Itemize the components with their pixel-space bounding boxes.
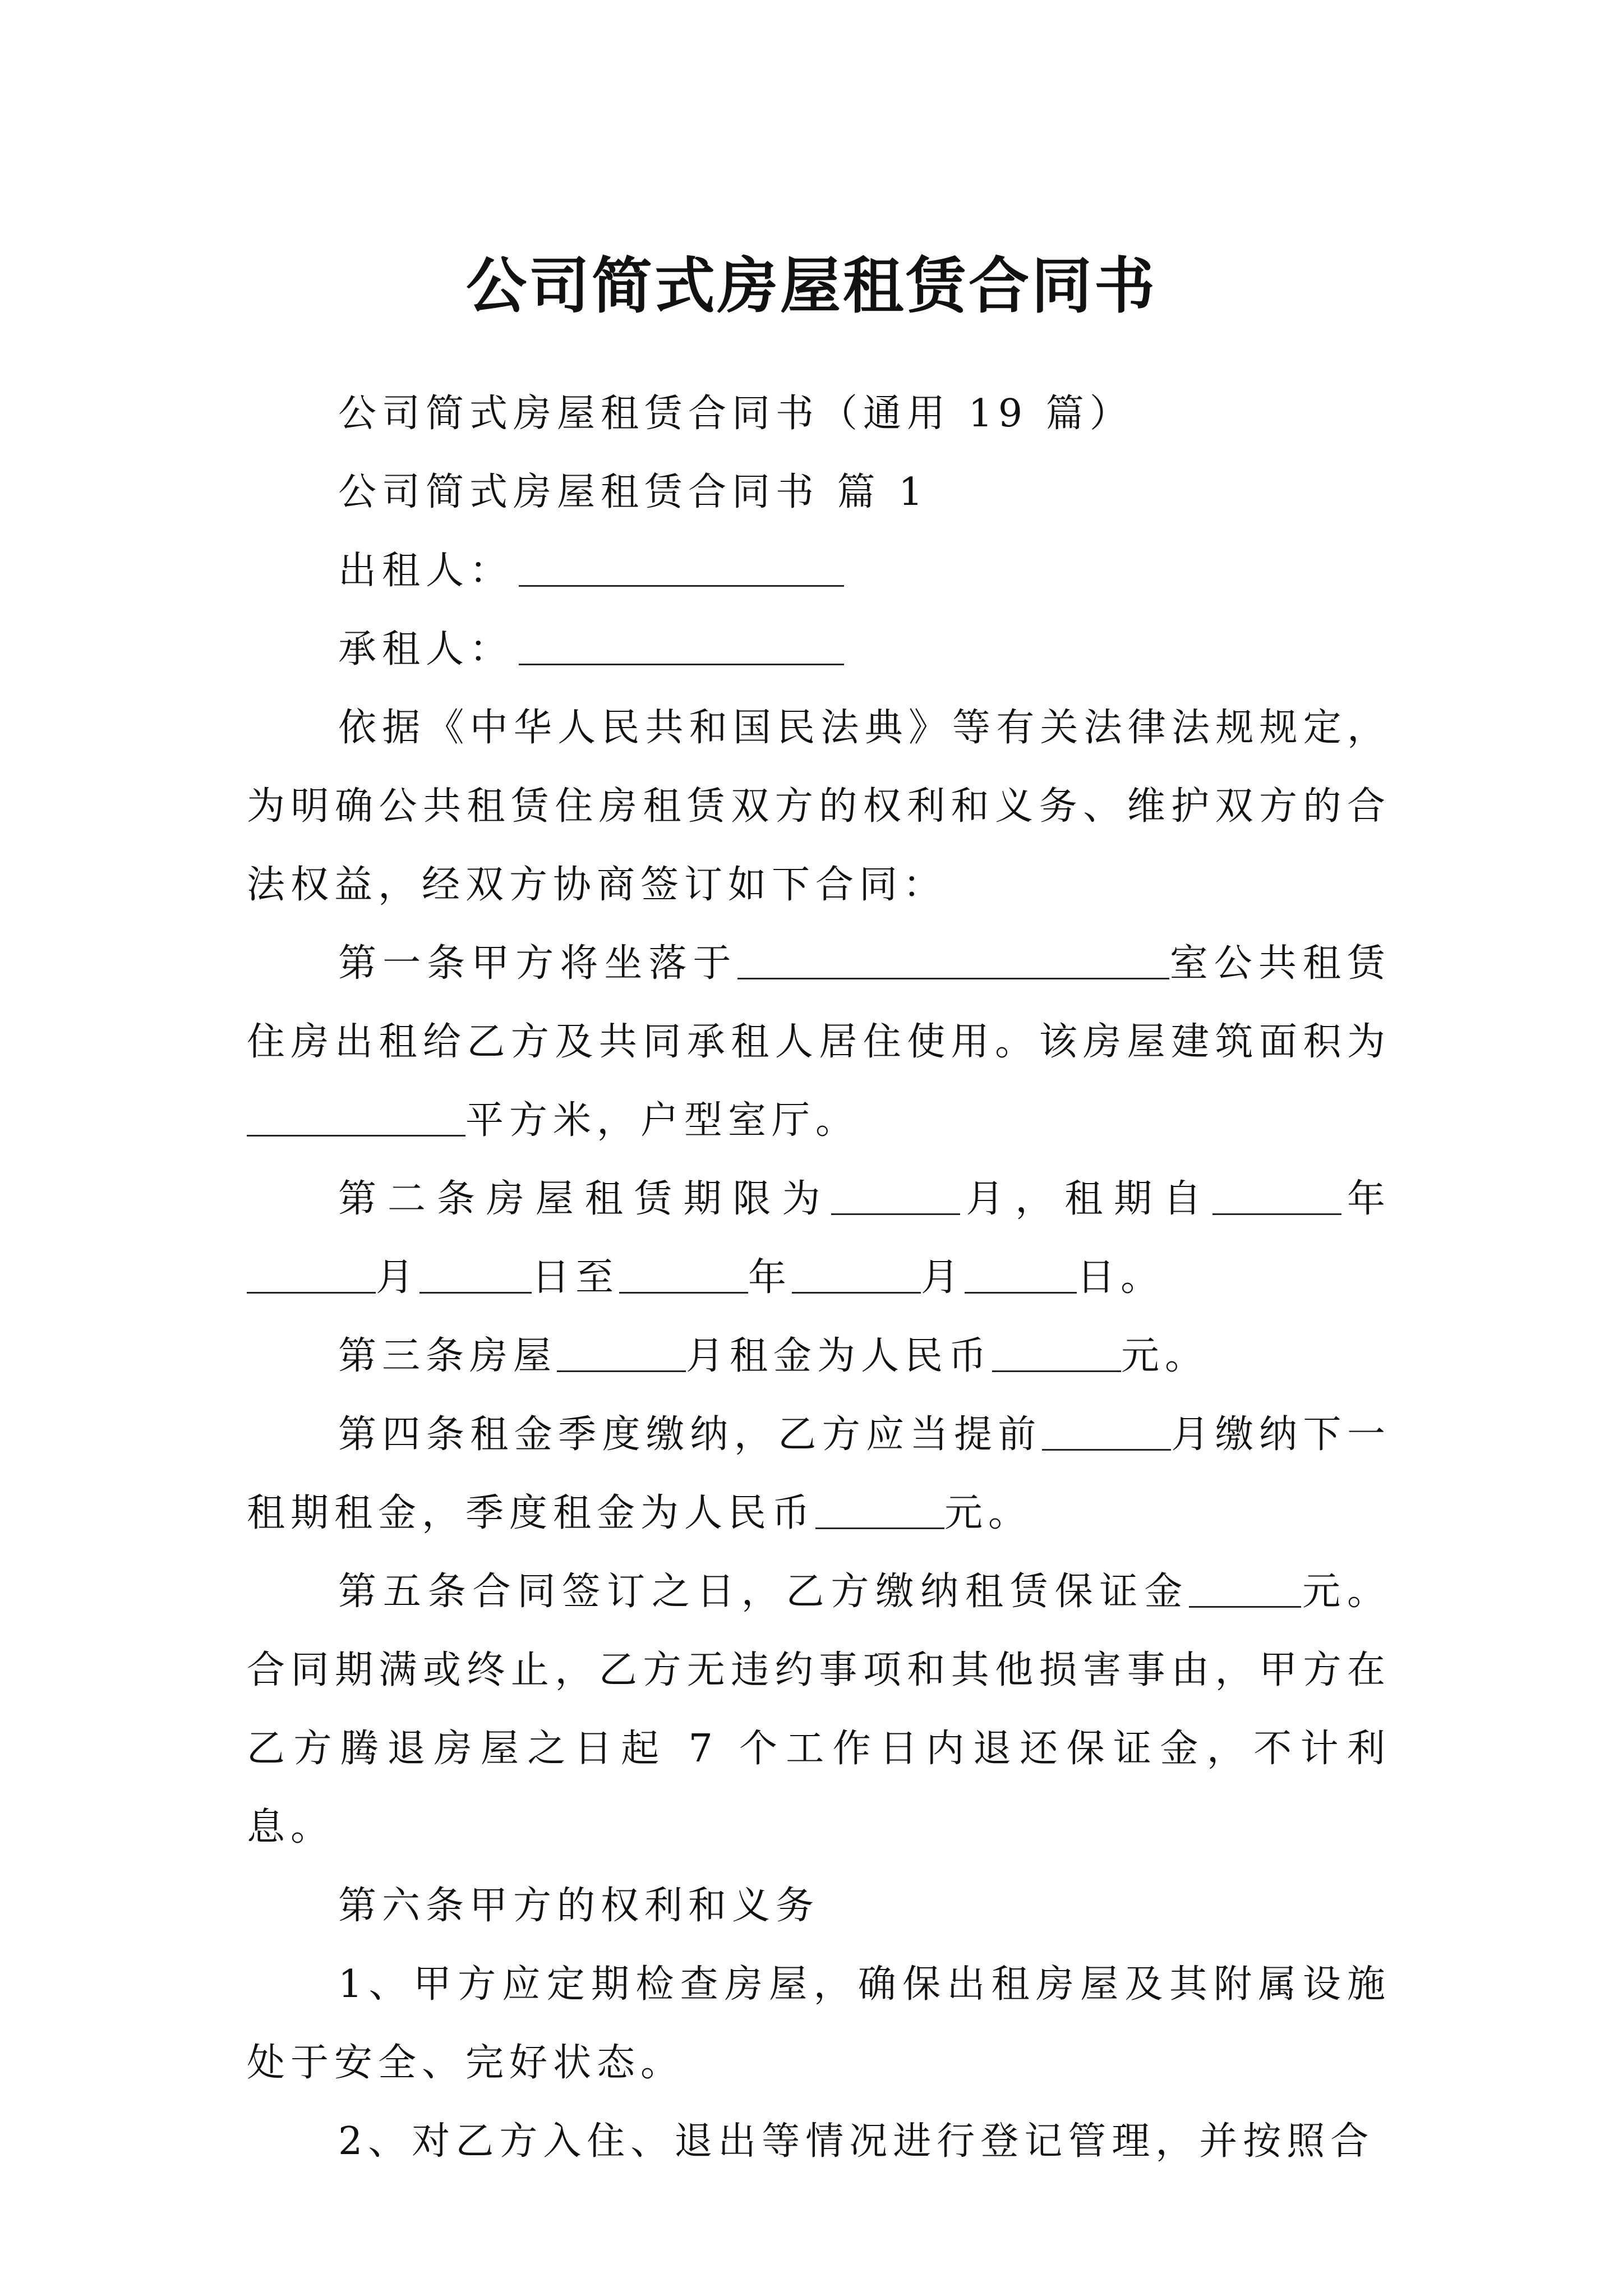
article3-text-b: 月租金为人民币 <box>686 1334 993 1378</box>
lessee-label: 承租人： <box>338 627 514 671</box>
document-title: 公司简式房屋租赁合同书 <box>465 251 1157 322</box>
article-6-item-2: 2、对乙方入住、退出等情况进行登记管理，并按照合 <box>338 2119 1375 2164</box>
article-1 <box>247 924 1391 1160</box>
article-5 <box>247 1553 1391 1867</box>
article2-text-g: 月 <box>921 1255 965 1300</box>
advance-months-blank <box>1042 1413 1171 1451</box>
preamble-paragraph: 依据《中华人民共和国民法典》等有关法律法规规定，为明确公共租赁住房租赁双方的权利和义务、维护双方的合法权益，经双方协商签订如下合同： <box>247 706 1391 907</box>
start-month-blank <box>247 1256 376 1294</box>
article2-text-f: 年 <box>748 1255 792 1300</box>
document-subtitle: 公司简式房屋租赁合同书（通用 19 篇） <box>338 392 1133 436</box>
article2-text-c: 年 <box>1341 1177 1391 1221</box>
article-6-heading: 第六条甲方的权利和义务 <box>338 1884 820 1928</box>
article-3 <box>247 1317 1391 1396</box>
monthly-rent-blank <box>992 1335 1121 1372</box>
article5-text-a: 第五条合同签订之日，乙方缴纳租赁保证金 <box>338 1570 1189 1614</box>
article1-text-b: 室公共租赁住房出租给乙方及共同承租人居住使用。该房屋建筑面积为 <box>247 941 1391 1064</box>
article4-text-b: 月缴纳下一租期租金，季度租金为人民币 <box>247 1412 1391 1535</box>
lessor-label: 出租人： <box>338 549 514 593</box>
lessor-line <box>247 532 1391 610</box>
start-day-blank <box>419 1256 532 1294</box>
lessee-line <box>247 610 1391 689</box>
article5-text-b: 元。合同期满或终止，乙方无违约事项和其他损害事由，甲方在乙方腾退房屋之日起 7 个工作日内退还保证金，不计利息。 <box>247 1570 1391 1849</box>
article-6-item-1: 1、甲方应定期检查房屋，确保出租房屋及其附属设施处于安全、完好状态。 <box>247 1962 1391 2085</box>
lessor-blank <box>519 549 844 587</box>
lessee-blank <box>519 628 844 665</box>
term-months-blank <box>831 1177 960 1215</box>
article3-text-a: 第三条房屋 <box>338 1334 557 1378</box>
article1-text-a: 第一条甲方将坐落于 <box>338 941 737 986</box>
article4-text-a: 第四条租金季度缴纳，乙方应当提前 <box>338 1412 1042 1457</box>
article1-text-c: 平方米，户型室厅。 <box>465 1098 860 1143</box>
article2-text-d: 月 <box>376 1255 420 1300</box>
start-year-blank <box>1212 1177 1341 1215</box>
article-4 <box>247 1396 1391 1553</box>
quarterly-rent-blank <box>815 1492 944 1529</box>
article2-text-b: 月，租期自 <box>960 1177 1213 1221</box>
address-blank <box>737 942 1169 979</box>
end-year-blank <box>619 1256 748 1294</box>
article2-text-e: 日至 <box>532 1255 620 1300</box>
end-day-blank <box>965 1256 1077 1294</box>
end-month-blank <box>792 1256 921 1294</box>
section-heading: 公司简式房屋租赁合同书 篇 1 <box>338 470 929 514</box>
deposit-blank <box>1189 1570 1301 1608</box>
area-blank <box>247 1099 465 1137</box>
document-body <box>247 375 1391 2181</box>
article2-text-h: 日。 <box>1077 1255 1165 1300</box>
unit-blank <box>557 1335 686 1372</box>
article3-text-c: 元。 <box>1121 1334 1209 1378</box>
article2-text-a: 第二条房屋租赁期限为 <box>338 1177 832 1221</box>
article-2 <box>247 1160 1391 1317</box>
article4-text-c: 元。 <box>944 1491 1032 1535</box>
